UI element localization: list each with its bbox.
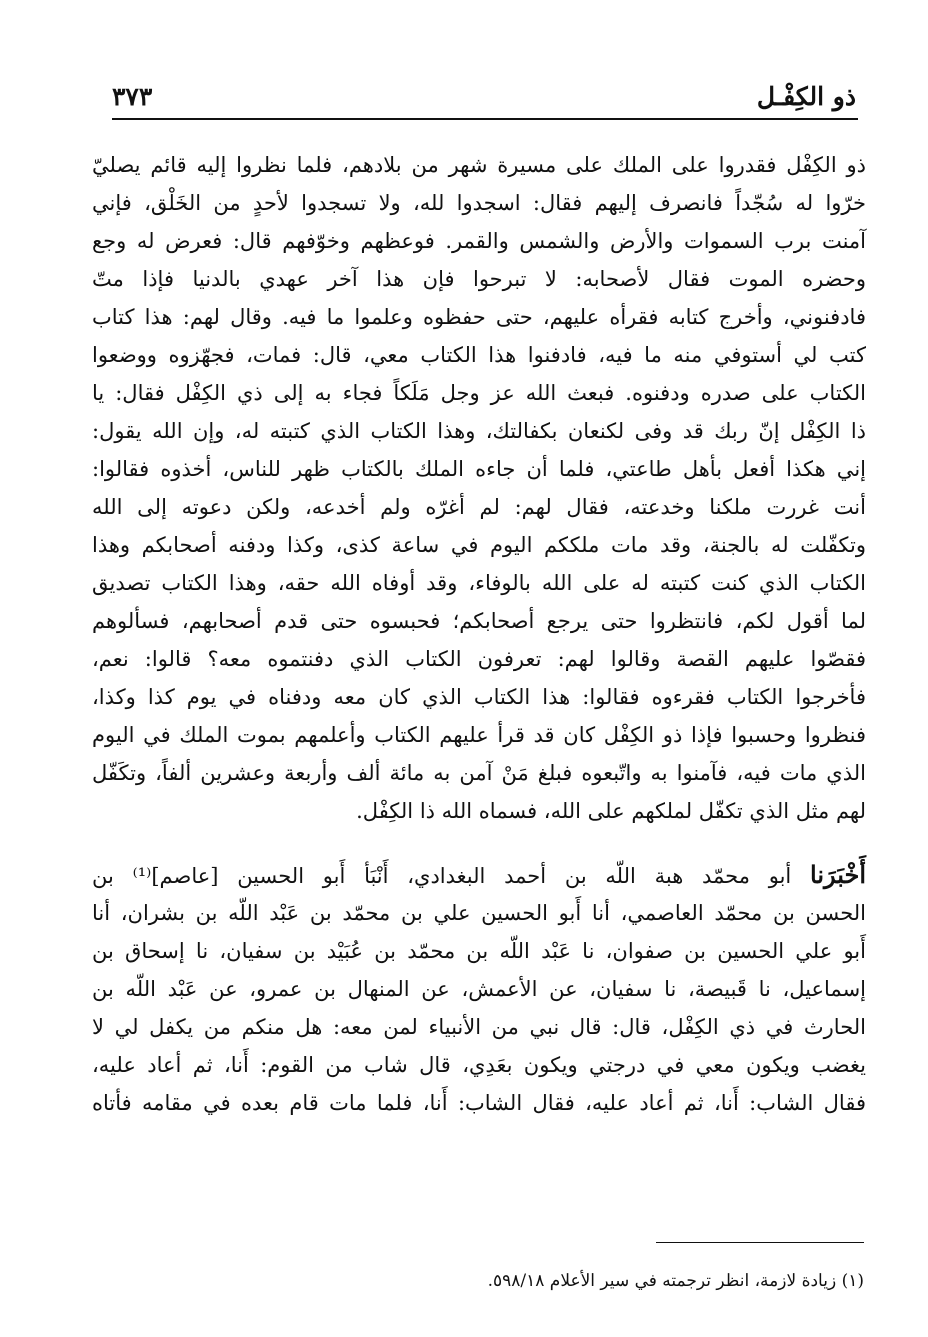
text-line: أَبو علي الحسين بن صفوان، نا عَبْد اللّه بن محمّد بن عُبَيْد بن سفيان، نا إسحاق بن <box>92 939 866 963</box>
lead-word: أَخْبَرَنا <box>810 860 866 889</box>
text-segment: أبو محمّد هبة اللّه بن أحمد البغدادي، أَنْبَأ أَبو الحسين [عاصم]⁽¹⁾ بن <box>92 864 811 888</box>
footnote-rule <box>656 1242 864 1243</box>
text-line: فادفنوني، وأخرج كتابه فقرأه عليهم، حتى حفظوه وعلموا ما فيه. وقال لهم: هذا كتاب <box>92 305 866 329</box>
footnote: (١) زيادة لازمة، انظر ترجمته في سير الأعلام ٥٩٨/١٨. <box>487 1271 864 1291</box>
text-line: الحارث في ذي الكِفْل، قال: قال نبي من الأنبياء لمن معه: هل منكم من يكفل لي لا <box>92 1015 866 1039</box>
text-line: الذي مات فيه، فآمنوا به واتّبعوه فبلغ مَنْ آمن به مائة ألف وأربعة وعشرين ألفاً، وتكَفّل <box>92 761 866 785</box>
text-line: وحضره الموت فقال لأصحابه: لا تبرحوا فإن هذا آخر عهدي بالدنيا فإذا متّ <box>92 267 866 291</box>
text-line: ذا الكِفْل إنّ ربك قد وفى لكنعان بكفالتك، وهذا الكتاب الذي كتبته له، وإن الله يقول: <box>92 419 867 443</box>
paragraph <box>92 146 866 830</box>
text-line: إسماعيل، نا قَبيصة، نا سفيان، عن الأعمش، عن المنهال بن عمرو، عن عَبْد اللّه بن <box>92 977 866 1001</box>
text-line: فقصّوا عليهم القصة وقالوا لهم: تعرفون الكتاب الذي دفنتموه معه؟ قالوا: نعم، <box>92 647 866 671</box>
header-rule <box>112 118 858 120</box>
page-header <box>112 82 856 116</box>
text-line: ذو الكِفْل فقدروا على الملك على مسيرة شهر من بلادهم، فلما نظروا إليه قائم يصليّ <box>92 153 866 177</box>
text-line: لهم مثل الذي تكفّل لملكهم على الله، فسماه الله ذا الكِفْل. <box>356 799 866 823</box>
text-line: فأخرجوا الكتاب فقرءوه فقالوا: هذا الكتاب الذي كان معه ودفناه في يوم كذا وكذا، <box>92 685 866 709</box>
text-line: فقال الشاب: أَنا، ثم أعاد عليه، فقال الشاب: أَنا، فلما مات قام بعده في مقامه فأتاه <box>92 1091 866 1115</box>
paragraph <box>92 856 866 1122</box>
text-line: خرّوا له سُجّداً فانصرف إليهم فقال: اسجدوا لله، ولا تسجدوا لأحدٍ من الخَلْق، فإني <box>92 191 866 215</box>
text-line: إني هكذا أفعل بأهل طاعتي، فلما أن جاءه الملك بالكتاب ظهر للناس، أخذوه فقالوا: <box>92 457 866 481</box>
text-line: الحسن بن محمّد العاصمي، أنا أَبو الحسين علي بن محمّد بن عَبْد اللّه بن بشران، أنا <box>92 901 866 925</box>
page-number: ٣٧٣ <box>112 82 153 111</box>
text-line: الكتاب على صدره ودفنوه. فبعث الله عز وجل مَلَكاً فجاء به إلى ذي الكِفْل فقال: يا <box>92 381 866 405</box>
text-line: فنظروا وحسبوا فإذا ذو الكِفْل كان قد قرأ عليهم الكتاب وأعلمهم بموت الملك في اليوم <box>92 723 866 747</box>
text-line: لما أقول لكم، فانتظروا حتى يرجع أصحابكم؛ فحبسوه حتى قدم أصحابهم، فسألوهم <box>92 609 866 633</box>
text-line <box>92 856 866 894</box>
text-line: آمنت برب السموات والأرض والشمس والقمر. فوعظهم وخوّفهم قال: فعرض له وجع <box>92 229 866 253</box>
paragraph-gap <box>92 830 866 856</box>
text-line: أنت غررت ملكنا وخدعته، فقال لهم: لم أغرّه ولم أخدعه، ولكن دعوته إلى الله <box>92 495 866 519</box>
text-line: وتكفّلت له بالجنة، وقد مات ملككم اليوم في ساعة كذى، وكذا ودفنه أصحابكم وهذا <box>92 533 866 557</box>
running-title: ذو الكِفْـل <box>756 82 856 111</box>
text-line: كتب لي أستوفي منه ما فيه، فادفنوا هذا الكتاب معي، قال: فمات، فجهّزوه ووضعوا <box>92 343 866 367</box>
text-line: الكتاب الذي كنت كتبته له على الله بالوفاء، وقد أوفاه الله حقه، وهذا الكتاب تصديق <box>92 571 866 595</box>
body-text <box>92 146 866 1122</box>
text-line: يغضب ويكون معي في درجتي ويكون بعَدِي، قال شاب من القوم: أَنا، ثم أعاد عليه، <box>92 1053 866 1077</box>
